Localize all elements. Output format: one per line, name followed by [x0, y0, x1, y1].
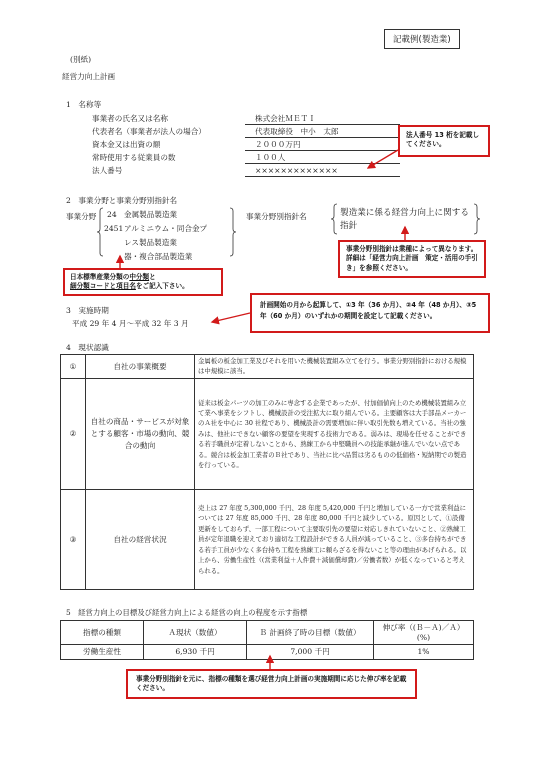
field-name-2: アルミニウム・同合金プ — [124, 224, 208, 233]
row-body: 売上は 27 年度 5,300,000 千円、28 年度 5,420,000 千円と増加している一方で営業利益については 27 年度 85,000 千円、28 年度 80,000 千円と減少している。原因として、①設備更新をしておらず、一部工程について主要取引先の要望に対応しきれていないこと、②熟練工員が定年退職を迎えており適切な工程設計ができる人員が減っていること、③多台持ちができる若手工員が少なく多台持ち工程を熟練工に頼らざるを得ないこと等の理由があげられる。以上から、労働生産性（(営業利益＋人件費＋減価償却費)／労働者数）が低くなっていると考えられる。 — [195, 490, 474, 590]
period-value: 平成 29 年 4 月～平成 32 年 3 月 — [72, 319, 189, 328]
section-1-heading: 1 名称等 — [66, 100, 102, 109]
arrow-icon — [212, 313, 250, 322]
section-4-heading: 4 現状認識 — [66, 343, 109, 352]
industry-code-note-sub: 細分類コードと項目名 — [70, 282, 136, 291]
row-body: 金属板の板金加工業及びそれを用いた機械装置組み立てを行う。事業分野別指針における規模は中規模に該当。 — [195, 355, 474, 379]
capital-label: 資本金又は出資の額 — [92, 140, 161, 149]
example-badge: 記載例(製造業) — [384, 29, 460, 49]
representative-label: 代表者名（事業者が法人の場合） — [92, 127, 206, 136]
period-note: 計画開始の月から起算して、①3 年（36 か月）、②4 年（48 か月）、③5 年（60 か月）のいずれかの期間を設定して記載ください。 — [250, 293, 490, 333]
company-name-value: 株式会社ＭＥＴＩ — [245, 114, 400, 125]
right-bracket-icon — [474, 204, 480, 234]
col-target: Ｂ 計画終了時の目標（数値） — [247, 621, 374, 645]
row-body: 従来は板金パーツの加工のみに専念する企業であったが、付加価値向上のため機械装置組み立て業へ事業をシフトし、機械設計の受注拡大に取り組んでいる。主要顧客は大手部品メーカーのＡ社を中心に 30 社程であり、機械設計の需要増加に伴い取引先数も増えている。当社の強みは、他社にできない顧客の要望を実現する技術力である。弱みは、現場を任せることができる若手職員が定着しないことから、熟練工から中堅職員への技能承継が進んでいない点である。競合は板金加工業者のＢ社であり、当社に比べ品質は劣るものの低価格・短納期での製造を行っている。 — [195, 379, 474, 490]
corporate-number-value: ××××××××××××× — [245, 166, 400, 177]
business-field-label: 事業分野 — [66, 212, 97, 221]
col-indicator-type: 指標の種類 — [61, 621, 144, 645]
field-name-1: 金属製品製造業 — [124, 210, 178, 219]
industry-code-note-text-3: をご記入下さい。 — [135, 282, 189, 291]
corporate-number-note: 法人番号 13 桁を記載してください。 — [398, 125, 490, 157]
arrow-icon — [368, 150, 398, 168]
row-number: ② — [61, 379, 86, 490]
document-title: 経営力向上計画 — [62, 72, 116, 81]
representative-value: 代表取締役 中小 太郎 — [245, 127, 400, 138]
section-5-heading: 5 経営力向上の目標及び経営力向上による経営の向上の程度を示す指標 — [66, 608, 308, 617]
col-current: Ａ現状（数値） — [144, 621, 247, 645]
field-code-2: 2451 — [104, 224, 124, 233]
industry-code-note-text-1: 日本標準産業分類の — [70, 273, 130, 281]
row-number: ① — [61, 355, 86, 379]
company-name-label: 事業者の氏名又は名称 — [92, 114, 168, 123]
row-title: 自社の事業概要 — [86, 355, 195, 379]
field-name-4: 器・複合部品製造業 — [124, 252, 193, 261]
section-2-heading: 2 事業分野と事業分野別指針名 — [66, 196, 178, 205]
left-bracket-icon — [331, 204, 337, 234]
col-growth: 伸び率（(Ｂ－Ａ)／Ａ）(%) — [374, 621, 474, 645]
employees-label: 常時使用する従業員の数 — [92, 153, 176, 162]
field-code-1: 24 — [107, 210, 117, 219]
guideline-label: 事業分野別指針名 — [246, 212, 307, 221]
cell-indicator: 労働生産性 — [61, 645, 144, 660]
section-3-heading: 3 実施時期 — [66, 306, 109, 315]
guideline-value: 製造業に係る経営力向上に関する指針 — [340, 208, 469, 231]
row-number: ③ — [61, 490, 86, 590]
capital-value: ２０００万円 — [245, 140, 400, 151]
row-title: 自社の商品・サービスが対象とする顧客・市場の動向、競合の動向 — [86, 379, 195, 490]
cell-current: 6,930 千円 — [144, 645, 247, 660]
guideline-note: 事業分野別指針は業種によって異なります。詳細は「経営力向上計画 策定・活用の手引き」を参照ください。 — [338, 240, 486, 278]
right-bracket-icon — [230, 208, 236, 256]
indicator-note: 事業分野別指針を元に、指標の種類を選び経営力向上計画の実施期間に応じた伸び率を記載ください。 — [126, 669, 417, 699]
industry-code-note-text-2: と — [149, 273, 156, 281]
row-title: 自社の経営状況 — [86, 490, 195, 590]
industry-code-note-mid: 中分類 — [129, 273, 150, 281]
employees-value: １００人 — [245, 153, 400, 164]
field-name-3: レス製品製造業 — [124, 238, 177, 247]
annex-label: (別紙) — [70, 55, 92, 64]
cell-growth: 1% — [374, 645, 474, 660]
cell-target: 7,000 千円 — [247, 645, 374, 660]
corporate-number-label: 法人番号 — [92, 166, 123, 175]
left-bracket-icon — [97, 208, 103, 256]
